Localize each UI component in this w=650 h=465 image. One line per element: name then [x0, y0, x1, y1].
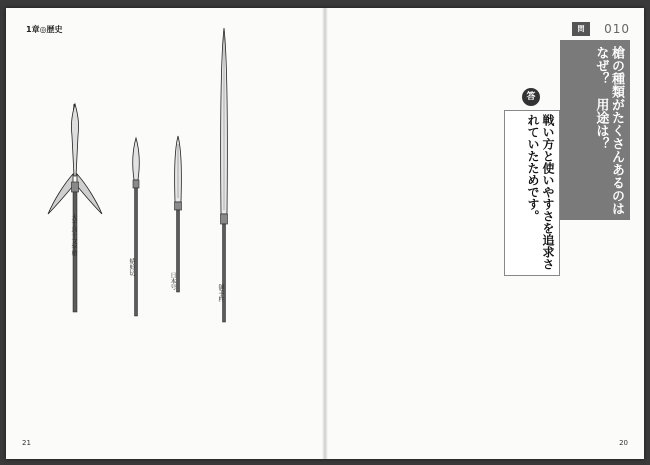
question-title: 槍の種類がたくさんあるのはなぜ？ 用途は？ — [593, 46, 624, 215]
spear-illustrations — [26, 26, 246, 326]
answer-title: 戦い方と使いやすさを追求されていたためです。 — [526, 114, 555, 270]
spear-otegine — [221, 28, 228, 322]
question-badge: 問 — [572, 22, 590, 36]
spear-tonbogiri — [133, 138, 140, 316]
spear-ochidori — [48, 104, 102, 312]
spear-label-otegine: 御手杵 — [217, 284, 224, 302]
spear-label-nihongo: 日本号 — [169, 272, 176, 290]
left-page — [6, 8, 324, 459]
page-number-left: 21 — [22, 439, 31, 447]
answer-badge: 答 — [522, 88, 540, 106]
page-number-right: 20 — [619, 439, 628, 447]
spear-nihongo — [175, 136, 182, 292]
book-spread — [6, 8, 644, 459]
spear-label-tonbogiri: 蜻蛉切 — [128, 258, 135, 276]
question-header — [560, 22, 630, 215]
right-page — [326, 8, 644, 459]
chapter-label: 1章◎歴史 — [26, 25, 63, 34]
question-number: 010 — [604, 22, 630, 36]
spear-label-ochidori: 大千鳥十文字槍 — [70, 214, 77, 256]
